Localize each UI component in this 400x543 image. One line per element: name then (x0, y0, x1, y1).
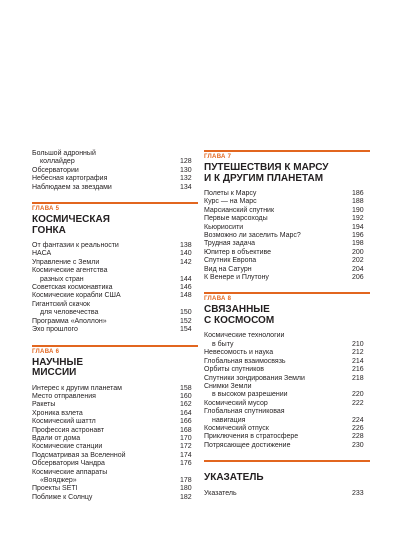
toc-entry (204, 490, 370, 498)
toc-entry-page: 144 (180, 275, 192, 283)
toc-entry-title: Кьюриосити (204, 223, 244, 231)
toc-entry (204, 341, 370, 349)
chapter-title-line: ГОНКА (32, 224, 66, 236)
toc-entry (204, 375, 370, 383)
toc-entry (204, 257, 370, 265)
toc-entry-title: Космический отпуск (204, 424, 269, 432)
toc-right-chapters (204, 150, 370, 498)
chapter-block (204, 292, 370, 450)
chapter-block (32, 345, 198, 503)
chapter-label: ГЛАВА 8 (204, 296, 232, 303)
toc-entry-page: 228 (352, 433, 364, 441)
toc-entry (32, 184, 198, 192)
toc-entry (204, 366, 370, 374)
toc-entry-title: Космические станции (32, 443, 103, 451)
toc-entry-title: Полеты к Марсу (204, 190, 257, 197)
toc-entry-page: 212 (352, 349, 364, 357)
toc-right-column (204, 150, 370, 498)
chapter-label: ГЛАВА 7 (204, 154, 232, 160)
toc-entry-title: Наблюдаем за звездами (32, 183, 112, 191)
toc-entry (32, 401, 198, 409)
toc-entry (204, 224, 370, 232)
toc-entry (204, 249, 370, 257)
toc-entry-title: Профессия астронавт (32, 426, 105, 434)
toc-entry (204, 383, 370, 391)
toc-entry-title: Космические технологии (204, 332, 285, 340)
toc-entry (204, 408, 370, 416)
toc-entry-page: 188 (352, 198, 364, 206)
toc-entry-page: 180 (180, 485, 192, 493)
toc-entry-title: Хроника взлета (32, 409, 83, 417)
toc-entry-title: Подсматривая за Вселенной (32, 451, 126, 459)
toc-entry (32, 435, 198, 443)
toc-entry (32, 410, 198, 418)
toc-entry-page: 202 (352, 257, 364, 265)
chapter-label: ГЛАВА 5 (32, 206, 60, 213)
chapter-block (204, 460, 370, 498)
toc-entry-title: Советская космонавтика (32, 284, 113, 292)
toc-entry-title: Космические агентства (32, 267, 108, 275)
toc-entry (204, 207, 370, 215)
toc-entry-page: 192 (352, 215, 364, 223)
toc-entry-page: 172 (180, 443, 192, 451)
toc-entry-page: 146 (180, 284, 192, 292)
toc-entry (32, 494, 198, 502)
toc-entry-title: Гигантский скачок (32, 300, 90, 308)
toc-entry (32, 427, 198, 435)
toc-entry-title: Эхо прошлого (32, 326, 78, 334)
toc-entry-page: 138 (180, 242, 192, 250)
toc-entry-page: 218 (352, 374, 364, 382)
toc-entry-title: Космические аппараты (32, 468, 108, 476)
toc-entry-page: 230 (352, 441, 364, 449)
toc-entry-page: 128 (180, 158, 192, 166)
toc-entry-title: Небесная картография (32, 175, 108, 183)
toc-entry (204, 400, 370, 408)
toc-entry-title: Космический мусор (204, 399, 268, 407)
toc-entry-title: Ракеты (32, 401, 56, 409)
toc-entry-page: 204 (352, 265, 364, 273)
toc-entry (32, 292, 198, 300)
toc-entry-page: 142 (180, 258, 192, 266)
toc-entry-page: 194 (352, 223, 364, 231)
toc-entry (32, 443, 198, 451)
toc-entry-title: Марсианский спутник (204, 206, 275, 214)
toc-entry-title: Спутники зондирования Земли (204, 374, 305, 382)
toc-entry-title: Курс — на Марс (204, 198, 257, 206)
chapter-title (32, 215, 198, 236)
toc-entry-page: 214 (352, 357, 364, 365)
toc-entry-title: Место отправления (32, 392, 96, 400)
chapter-title (204, 163, 370, 184)
toc-entry (204, 417, 370, 425)
toc-continuation-list (32, 150, 198, 192)
chapter-title-line: И К ДРУГИМ ПЛАНЕТАМ (204, 172, 324, 184)
toc-entry (204, 266, 370, 274)
toc-entry (32, 309, 198, 317)
toc-entry-title: Поближе к Солнцу (32, 493, 93, 501)
toc-entry-title: Глобальная спутниковая (204, 408, 285, 416)
toc-entry (204, 332, 370, 340)
toc-entry-page: 164 (180, 409, 192, 417)
toc-entry-page: 206 (352, 274, 364, 282)
toc-entry (32, 175, 198, 183)
toc-entry-page: 168 (180, 426, 192, 434)
toc-entry-title: в быту (212, 340, 234, 348)
toc-entry (204, 190, 370, 198)
toc-entry-page: 222 (352, 399, 364, 407)
toc-entry-title: навигация (212, 416, 246, 424)
toc-entry-page: 196 (352, 232, 364, 240)
toc-entry-page: 132 (180, 175, 192, 183)
toc-entry (32, 259, 198, 267)
toc-entry-page: 226 (352, 424, 364, 432)
toc-entry (204, 442, 370, 450)
toc-entry-page: 176 (180, 460, 192, 468)
chapter-title-line: КОСМИЧЕСКАЯ (32, 214, 110, 226)
toc-entry (204, 358, 370, 366)
toc-entry (32, 242, 198, 250)
toc-entry-title: НАСА (32, 250, 52, 258)
toc-entry-page: 216 (352, 366, 364, 374)
toc-entry-title: Возможно ли заселить Марс? (204, 232, 301, 240)
toc-entry-page: 160 (180, 392, 192, 400)
toc-entry-title: Проекты SETI (32, 485, 78, 493)
chapter-label: ГЛАВА 6 (32, 348, 60, 355)
toc-entry (204, 215, 370, 223)
chapter-title-line: МИССИИ (32, 367, 77, 378)
chapter-block (32, 202, 198, 334)
toc-entry (32, 318, 198, 326)
toc-entry-page: 200 (352, 248, 364, 256)
toc-entry-title: в высоком разрешении (212, 391, 288, 399)
chapter-title (204, 305, 370, 326)
toc-entry (32, 276, 198, 284)
toc-left-chapters (32, 202, 198, 502)
toc-entry (32, 301, 198, 309)
chapter-title-line: ПУТЕШЕСТВИЯ К МАРСУ (204, 162, 329, 173)
toc-entry (32, 460, 198, 468)
chapter-block (204, 150, 370, 282)
chapter-title-line: УКАЗАТЕЛЬ (204, 472, 264, 484)
toc-entry (32, 452, 198, 460)
toc-entry-title: Потрясающее достижение (204, 441, 291, 449)
toc-entry-page: 162 (180, 401, 192, 409)
toc-entry-page: 148 (180, 292, 192, 300)
toc-entry-title: Обсерватории (32, 166, 79, 174)
toc-entry-page: 186 (352, 190, 364, 197)
toc-entry-title: Интерес к другим планетам (32, 384, 122, 392)
toc-entry (204, 391, 370, 399)
toc-entry-title: Космический шаттл (32, 418, 96, 426)
toc-entry (32, 326, 198, 334)
chapter-title (32, 358, 198, 379)
toc-entry (204, 425, 370, 433)
toc-entry-page: 174 (180, 451, 192, 459)
toc-entry-page: 154 (180, 326, 192, 334)
toc-entry (204, 349, 370, 357)
toc-entry-title: Управление с Земли (32, 258, 100, 266)
toc-entry-page: 170 (180, 434, 192, 442)
toc-entry-page: 198 (352, 240, 364, 248)
toc-entry (32, 469, 198, 477)
toc-entry (32, 158, 198, 166)
toc-entry (204, 240, 370, 248)
toc-left-column (32, 150, 198, 502)
toc-entry-page: 150 (180, 309, 192, 317)
chapter-title-line: С КОСМОСОМ (204, 314, 275, 326)
chapter-title-line: НАУЧНЫЕ (32, 356, 83, 368)
toc-entry-page: 158 (180, 384, 192, 392)
toc-entry (32, 267, 198, 275)
toc-entry (32, 418, 198, 426)
toc-entry-page: 233 (352, 489, 364, 497)
toc-entry-title: Приключения в стратосфере (204, 433, 299, 441)
toc-entry-page: 134 (180, 183, 192, 191)
toc-entry (32, 393, 198, 401)
toc-entry-title: Большой адронный (32, 150, 96, 157)
chapter-title (204, 473, 370, 484)
toc-entry-title: Вид на Сатурн (204, 265, 252, 273)
toc-entry-title: Снимки Земли (204, 382, 252, 390)
toc-entry-title: для человечества (40, 309, 99, 317)
toc-entry-page: 166 (180, 418, 192, 426)
toc-entry (32, 385, 198, 393)
toc-entry-title: От фантазии к реальности (32, 242, 119, 250)
toc-entry-title: Вдали от дома (32, 434, 81, 442)
toc-entry-page: 210 (352, 340, 364, 348)
toc-entry-page: 182 (180, 493, 192, 501)
toc-entry (204, 198, 370, 206)
toc-entry (204, 274, 370, 282)
toc-entry-title: «Вояджер» (40, 476, 77, 484)
chapter-label (204, 464, 370, 472)
chapter-title-line: СВЯЗАННЫЕ (204, 304, 270, 316)
toc-entry-page: 190 (352, 206, 364, 214)
toc-entry-page: 178 (180, 476, 192, 484)
toc-entry-title: Трудная задача (204, 240, 256, 248)
toc-entry-title: К Венере и Плутону (204, 274, 269, 282)
toc-entry-page: 140 (180, 250, 192, 258)
toc-entry-page: 152 (180, 317, 192, 325)
toc-entry (204, 433, 370, 441)
toc-entry-title: коллайдер (40, 158, 75, 166)
toc-entry-title: Космические корабли США (32, 292, 121, 300)
toc-entry-page: 130 (180, 166, 192, 174)
toc-entry-page: 220 (352, 391, 364, 399)
toc-entry-title: Юпитер в объективе (204, 248, 272, 256)
toc-entry-title: Спутник Европа (204, 257, 257, 265)
toc-entry (32, 477, 198, 485)
toc-entry (32, 250, 198, 258)
toc-entry-page: 224 (352, 416, 364, 424)
toc-entry-title: Обсерватория Чандра (32, 460, 105, 468)
toc-entry (32, 167, 198, 175)
toc-entry (204, 232, 370, 240)
toc-entry-title: Невесомость и наука (204, 349, 274, 357)
toc-entry-title: Указатель (204, 489, 237, 497)
toc-entry (32, 485, 198, 493)
toc-entry-title: Программа «Аполлон» (32, 317, 107, 325)
toc-entry-title: разных стран (40, 275, 84, 283)
toc-entry-title: Орбиты спутников (204, 366, 264, 374)
toc-entry-title: Первые марсоходы (204, 215, 268, 223)
toc-entry-title: Глобальная взаимосвязь (204, 357, 286, 365)
